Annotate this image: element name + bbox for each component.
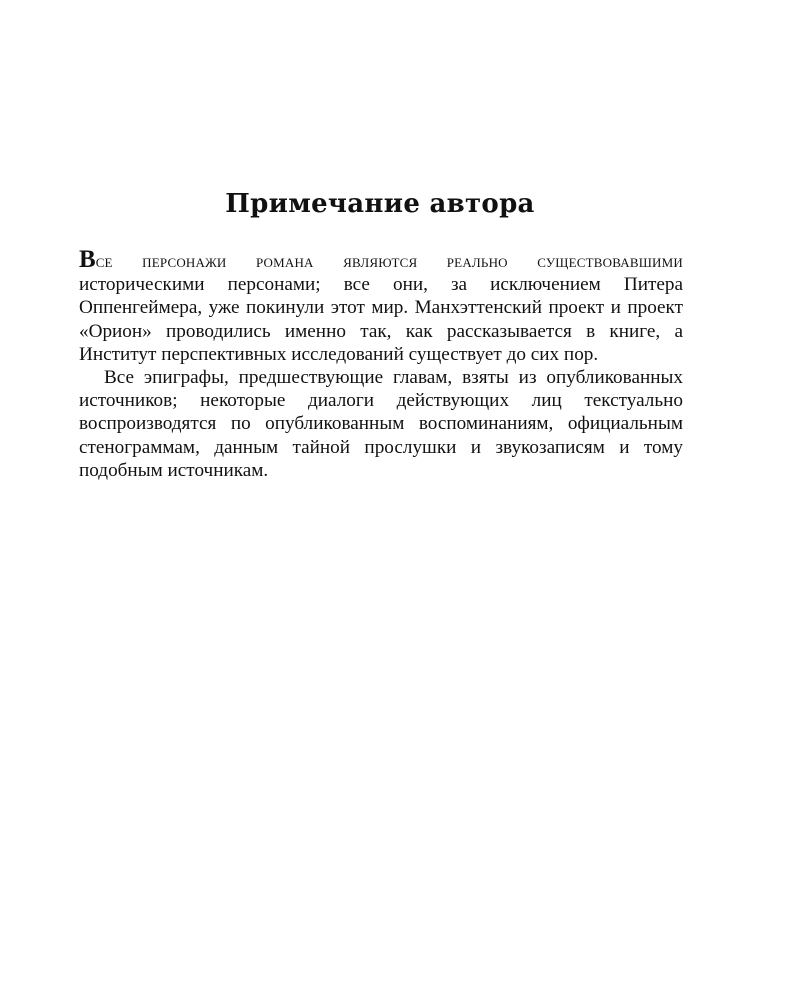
paragraph-2: Все эпиграфы, предшествующие главам, взяты из опубликованных источников; некоторые диалоги действующих лиц текстуально воспроизводятся по опубликованным воспоминаниям, официальным стенограммам, данным тайной прослушки и звукозаписям и тому подобным источникам.: [79, 367, 683, 481]
body-text: [79, 248, 683, 482]
small-caps-lead: се персонажи романа являются реально существовавшими: [95, 251, 683, 272]
paragraph-1: [79, 248, 683, 366]
page-title: Примечание автора: [225, 189, 535, 219]
drop-cap-initial: В: [79, 246, 96, 273]
paragraph-1-text: историческими персонами; все они, за исключением Питера Оппенгеймера, уже покинули этот мир. Манхэттенский проект и проект «Орион» проводились именно так, как рассказывается в книге, а Институт перспективных исследований существует до сих пор.: [79, 274, 683, 365]
